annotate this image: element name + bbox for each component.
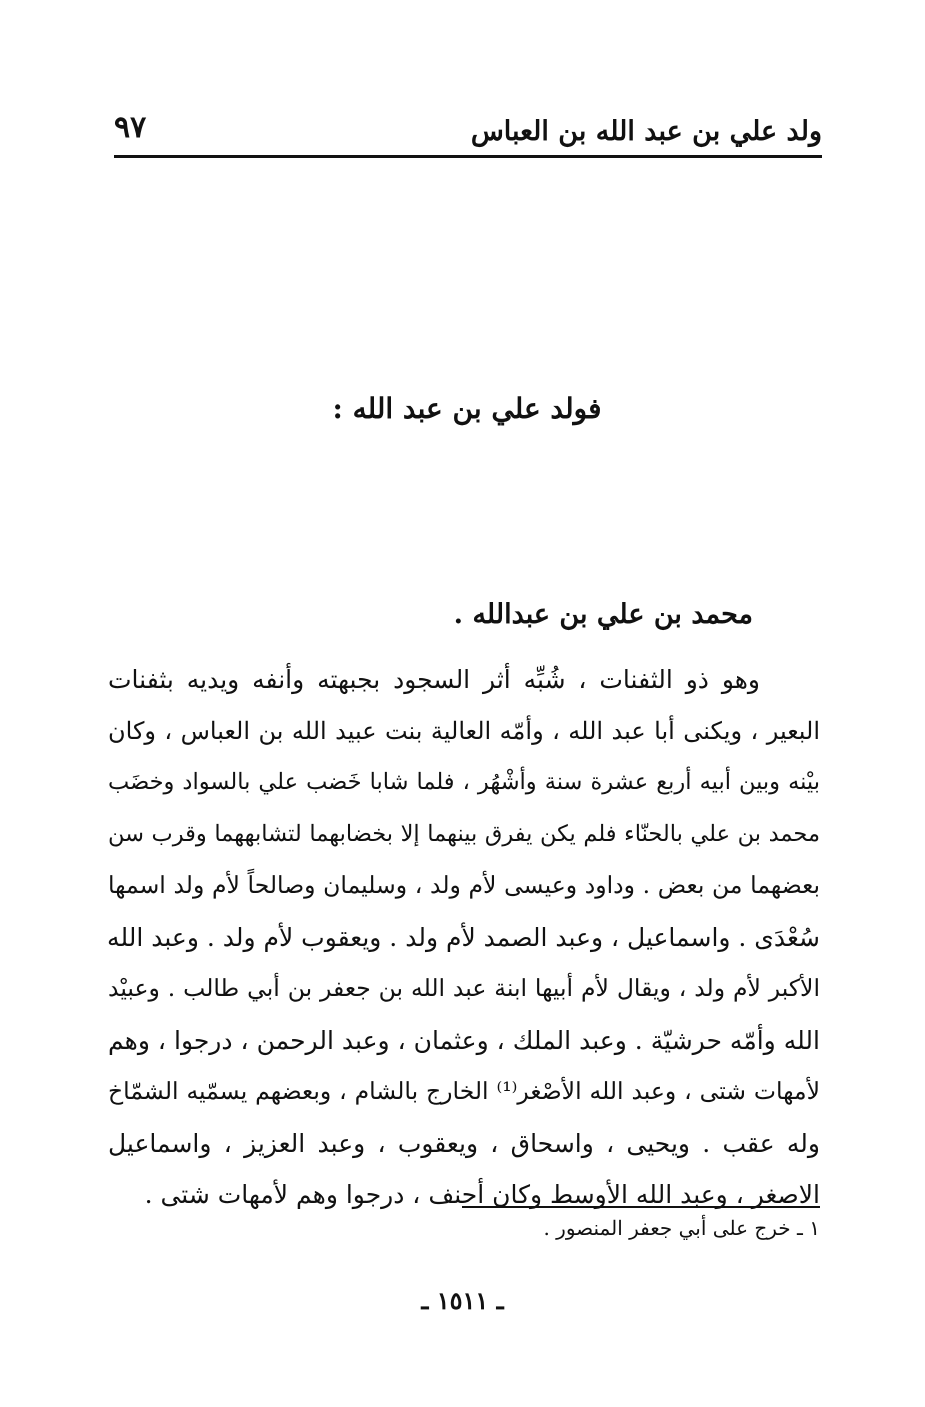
body-line: محمد بن علي بالحنّاء فلم يكن يفرق بينهما إلا بخضابهما لتشابههما وقرب سن [108, 820, 820, 847]
body-line: بعضهما من بعض . وداود وعيسى لأم ولد ، وسليمان وصالحاً لأم ولد اسمها [108, 871, 820, 899]
body-line: بيْنه وبين أبيه أربع عشرة سنة وأشْهُر ، فلما شابا خَضب علي بالسواد وخضَب [108, 769, 820, 795]
body-line: الله وأمّه حرشيّة . وعبد الملك ، وعثمان ، وعبد الرحمن ، درجوا ، وهم [108, 1025, 820, 1055]
body-line: سُعْدَى . واسماعيل ، وعبد الصمد لأم ولد . ويعقوب لأم ولد . وعبد الله [107, 922, 820, 952]
running-title: ولد علي بن عبد الله بن العباس [470, 116, 822, 147]
body-line: وله عقب . ويحيى ، واسحاق ، ويعقوب ، وعبد العزيز ، واسماعيل [108, 1128, 820, 1158]
body-paragraph [108, 654, 820, 1221]
header-rule [114, 155, 822, 158]
body-line: لأمهات شتى ، وعبد الله الأصْغر⁽¹⁾ الخارج بالشام ، وبعضهم يسمّيه الشمّاخ [108, 1077, 820, 1105]
running-header [112, 108, 822, 158]
body-line: الأكبر لأم ولد ، ويقال لأم أبيها ابنة عبد الله بن جعفر بن أبي طالب . وعبيْد [108, 974, 820, 1002]
footnote: ١ ـ خرج على أبي جعفر المنصور . [543, 1216, 820, 1240]
page-number: ٩٧ [114, 110, 147, 145]
body-line: الاصغر ، وعبد الله الأوسط وكان أحنف ، درجوا وهم لأمهات شتى . [144, 1180, 820, 1209]
entry-heading: محمد بن علي بن عبدالله . [453, 599, 753, 630]
footnote-rule [462, 1206, 820, 1208]
body-line: البعير ، ويكنى أبا عبد الله ، وأمّه العالية بنت عبيد الله بن العباس ، وكان [108, 716, 821, 745]
body-line: وهو ذو الثفنات ، شُبِّه أثر السجود بجبهته وأنفه ويديه بثفنات [108, 665, 760, 694]
section-heading: فولد علي بن عبد الله : [332, 392, 602, 425]
folio: ـ ١٥١١ ـ [421, 1286, 504, 1315]
